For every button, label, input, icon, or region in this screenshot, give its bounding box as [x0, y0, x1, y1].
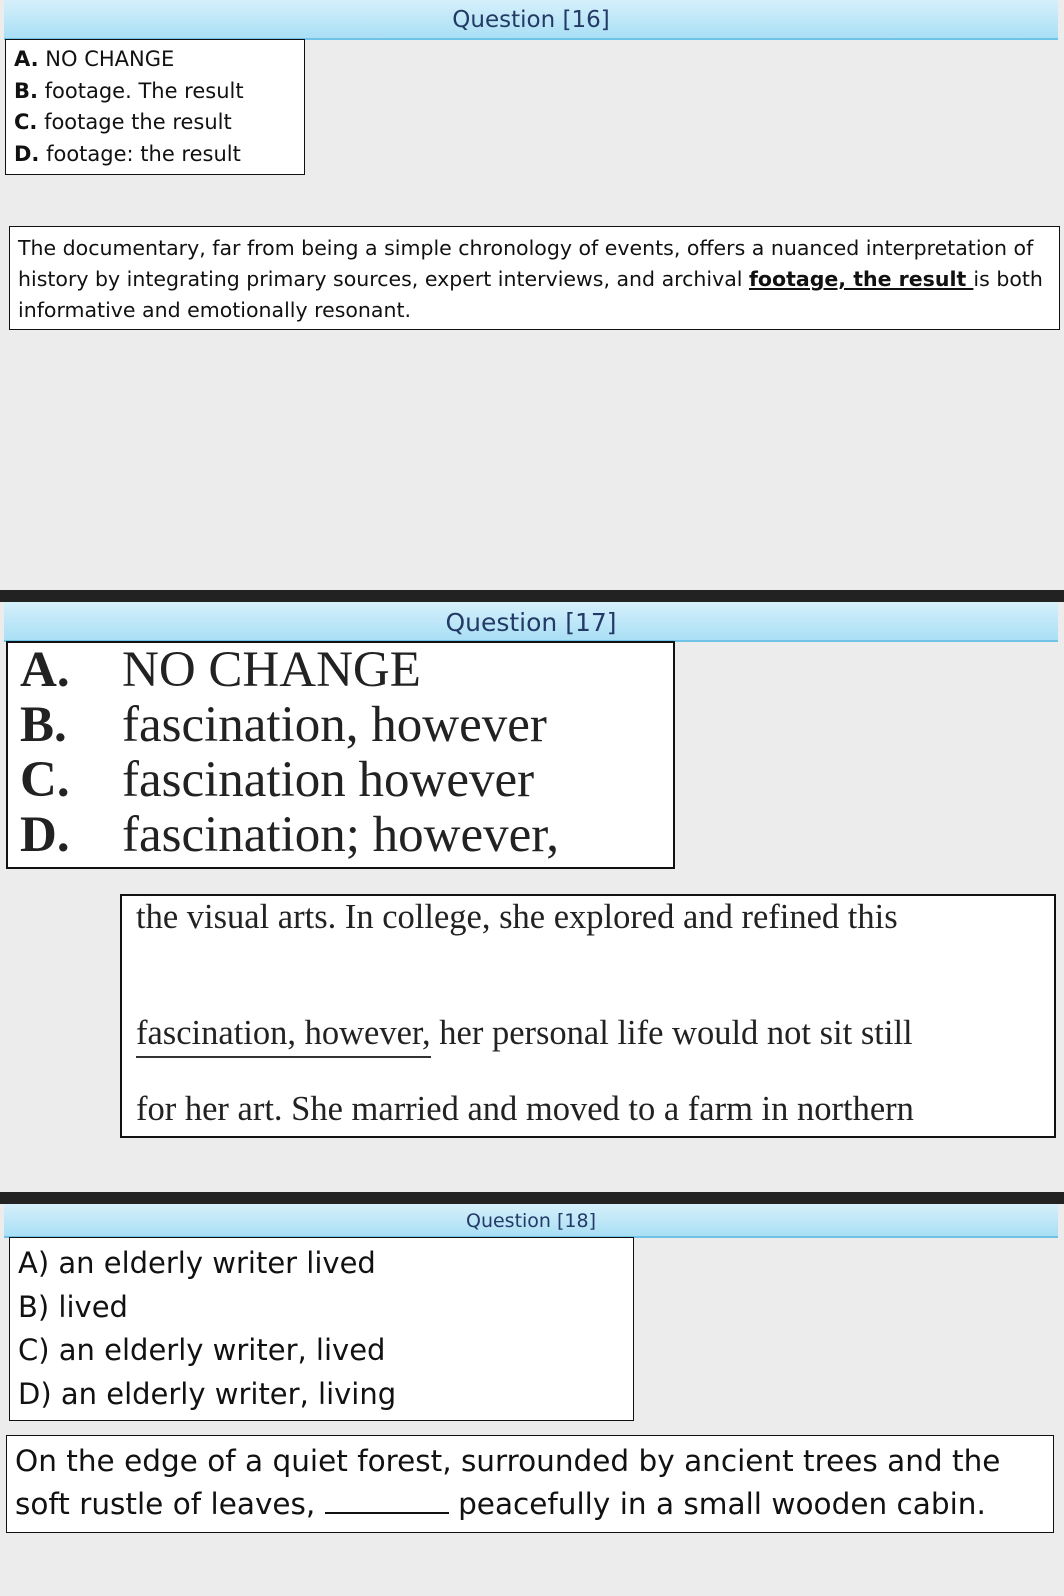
section-divider	[0, 590, 1064, 602]
choice-b[interactable]: B) lived	[18, 1289, 128, 1324]
choice-letter: C.	[20, 752, 70, 808]
choice-letter: C.	[14, 110, 38, 134]
choice-a[interactable]: A) an elderly writer lived	[18, 1246, 376, 1280]
question-18-title: Question [18]	[465, 1210, 597, 1232]
question-17-title: Question [17]	[445, 608, 617, 637]
choice-d[interactable]	[20, 808, 673, 863]
choice-text: fascination; however,	[122, 807, 559, 863]
question-16-panel	[0, 0, 1064, 590]
passage-text: peacefully in a small wooden cabin.	[448, 1487, 986, 1521]
section-divider	[0, 1192, 1064, 1204]
choice-b[interactable]	[20, 698, 673, 753]
choice-c[interactable]	[20, 753, 673, 808]
choice-d[interactable]: D) an elderly writer, living	[18, 1376, 397, 1411]
passage-line-2	[136, 1014, 913, 1053]
question-16-title: Question [16]	[452, 7, 610, 33]
passage-text: her personal life would not sit still	[430, 1014, 913, 1052]
question-17-header	[4, 602, 1058, 642]
choice-c[interactable]: C) an elderly writer, lived	[18, 1333, 386, 1367]
answer-blank	[325, 1486, 449, 1514]
passage-text: is both informative and emotionally resonant.	[18, 267, 1043, 322]
choice-letter: A.	[14, 47, 39, 71]
choice-b[interactable]	[14, 76, 304, 108]
question-18-panel	[0, 1204, 1064, 1596]
question-16-passage-box	[9, 226, 1060, 330]
choice-c[interactable]	[14, 107, 304, 139]
choice-letter: B.	[20, 697, 67, 753]
choice-text: footage: the result	[39, 141, 241, 166]
question-17-passage-box	[120, 894, 1056, 1138]
choice-a[interactable]	[14, 44, 304, 76]
passage-text: The documentary, far from being a simple chronology of events, offers a nuanced interpretation of history by integrating primary sources, expert interviews, and archival	[18, 236, 1034, 291]
choice-letter: D.	[14, 141, 40, 166]
choice-text: fascination however	[122, 752, 535, 808]
question-17-choices-box	[6, 641, 675, 869]
choice-text: NO CHANGE	[122, 642, 421, 698]
underlined-portion: footage, the result	[748, 267, 974, 291]
underlined-portion: fascination, however,	[136, 1014, 431, 1058]
question-17-panel	[0, 602, 1064, 1192]
passage-text: On the edge of a quiet forest, surrounded by ancient trees and the soft rustle of leaves,	[15, 1444, 1001, 1521]
question-18-header	[4, 1204, 1058, 1238]
passage-line-1: the visual arts. In college, she explored and refined this	[136, 898, 898, 936]
choice-text: fascination, however	[122, 697, 547, 753]
choice-a[interactable]	[20, 643, 673, 698]
question-16-header	[4, 0, 1058, 40]
choice-d[interactable]	[14, 139, 304, 171]
choice-letter: A.	[20, 642, 70, 698]
choice-text: footage the result	[37, 110, 232, 134]
choice-text: footage. The result	[37, 78, 244, 103]
choice-text: NO CHANGE	[38, 47, 175, 71]
question-18-choices-box	[9, 1237, 634, 1421]
question-16-choices-box	[5, 39, 305, 175]
question-18-passage-box	[6, 1435, 1054, 1533]
choice-letter: B.	[14, 78, 38, 103]
choice-letter: D.	[20, 807, 70, 863]
passage-line-3: for her art. She married and moved to a farm in northern	[136, 1090, 914, 1128]
